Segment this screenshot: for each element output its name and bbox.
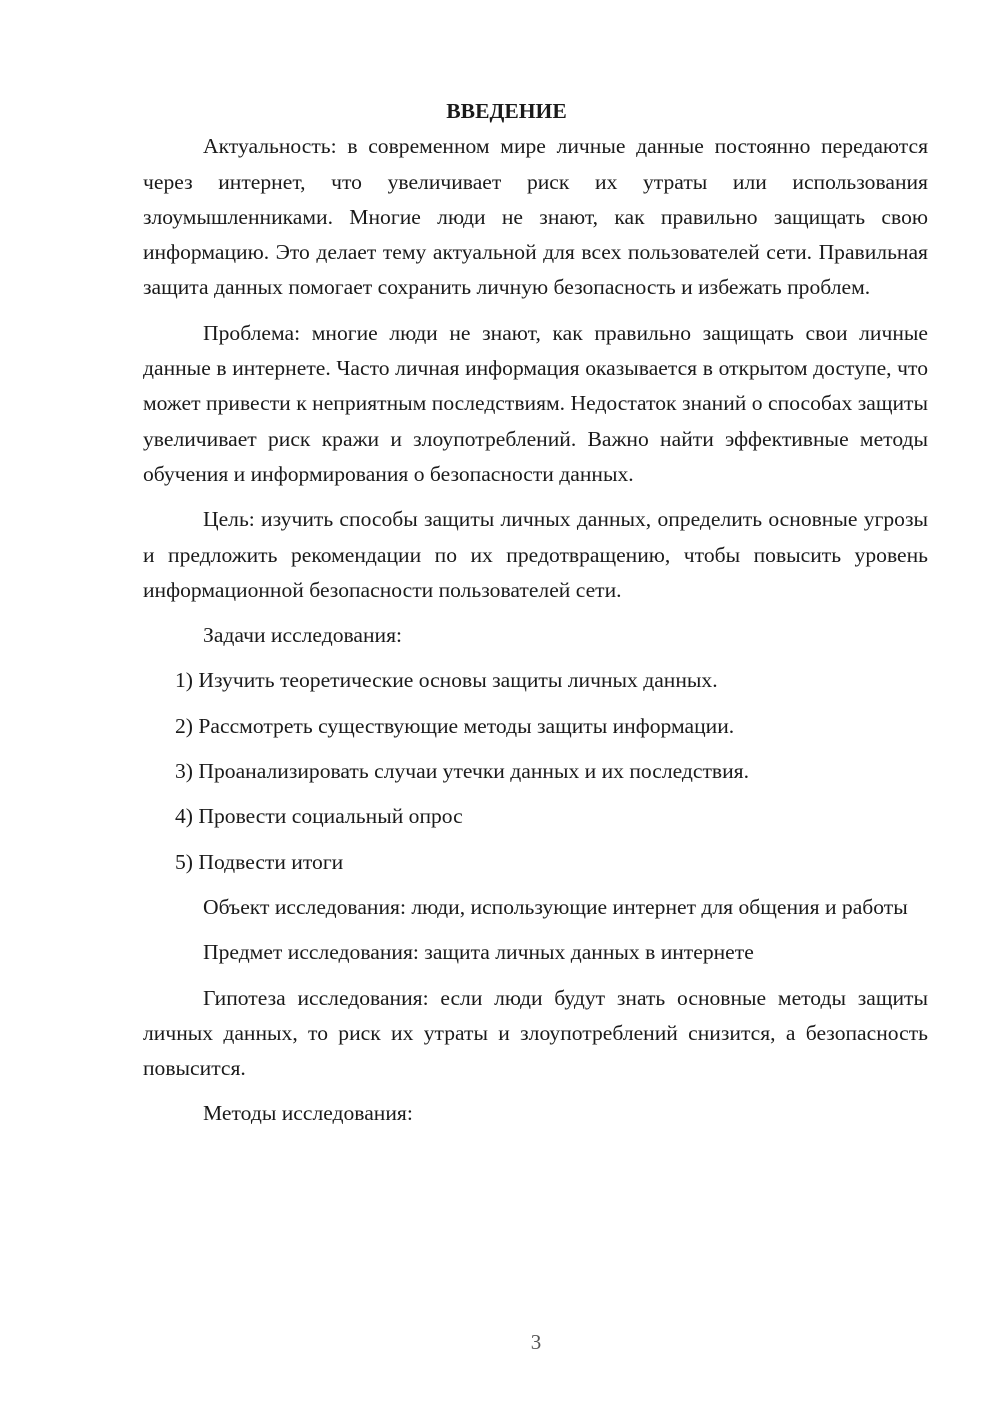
paragraph-hypothesis: Гипотеза исследования: если люди будут знать основные методы защиты личных данных, то риск их утраты и злоупотреблений снизится, а безопасность повысится. — [143, 985, 928, 1081]
paragraph-problem: Проблема: многие люди не знают, как правильно защищать свои личные данные в интернете. Часто личная информация оказывается в открытом доступе, что может привести к неприятным последствиям. Недостаток знаний о способах защиты увеличивает риск кражи и злоупотреблений. Важно найти эффективные методы обучения и информирования о безопасности данных. — [143, 320, 928, 486]
tasks-heading: Задачи исследования: — [203, 623, 403, 648]
task-item: 4) Провести социальный опрос — [175, 804, 463, 829]
paragraph-goal: Цель: изучить способы защиты личных данных, определить основные угрозы и предложить рекомендации по их предотвращению, чтобы повысить уровень информационной безопасности пользователей сети. — [143, 507, 928, 602]
page-number: 3 — [530, 1330, 542, 1354]
paragraph-subject: Предмет исследования: защита личных данных в интернете — [203, 940, 754, 965]
section-title — [143, 94, 928, 129]
task-item: 3) Проанализировать случаи утечки данных и их последствия. — [175, 759, 749, 784]
methods-heading: Методы исследования: — [203, 1101, 413, 1126]
task-item: 2) Рассмотреть существующие методы защиты информации. — [175, 713, 735, 738]
task-item: 5) Подвести итоги — [175, 849, 344, 874]
task-item: 1) Изучить теоретические основы защиты личных данных. — [175, 668, 718, 693]
paragraph-object: Объект исследования: люди, использующие интернет для общения и работы — [203, 894, 908, 919]
page-content — [143, 94, 928, 1132]
tasks-list — [143, 663, 928, 879]
section-title-text: ВВЕДЕНИЕ — [446, 99, 567, 123]
paragraph-relevance: Актуальность: в современном мире личные данные постоянно передаются через интернет, что увеличивает риск их утраты или использования злоумышленниками. Многие люди не знают, как правильно защищать свою информацию. Это делает тему актуальной для всех пользователей сети. Правильная защита данных помогает сохранить личную безопасность и избежать проблем. — [143, 134, 928, 300]
